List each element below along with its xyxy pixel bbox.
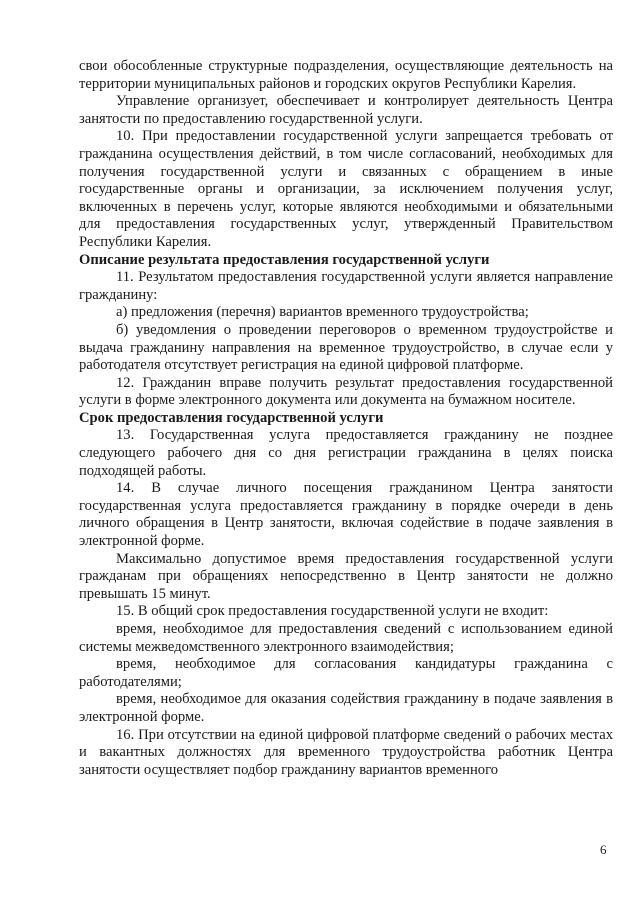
paragraph-10: 10. При предоставлении государственной услуги запрещается требовать от гражданина осуществления действий, в том числе согласований, необходимых для получения государственной услуги и связанных с обращением в иные государственные органы и организации, за исключением получения услуг, включенных в перечень услуг, которые являются необходимыми и обязательными для предоставления государственных услуг, утвержденный Правительством Республики Карелия. xyxy=(79,128,613,250)
section-heading-term: Срок предоставления государственной услуги xyxy=(79,409,384,426)
paragraph-15: 15. В общий срок предоставления государственной услуги не входит: xyxy=(116,603,549,620)
paragraph-11b: б) уведомления о проведении переговоров о временном трудоустройстве и выдача гражданину направления на временное трудоустройство, в случае если у работодателя отсутствует регистрация на единой цифровой платформе. xyxy=(79,321,613,374)
paragraph-15-item-2: время, необходимое для согласования кандидатуры гражданина с работодателями; xyxy=(79,656,613,690)
paragraph-13: 13. Государственная услуга предоставляется гражданину не позднее следующего рабочего дня со дня регистрации гражданина в целях поиска подходящей работы. xyxy=(79,427,613,479)
paragraph-11a: а) предложения (перечня) вариантов временного трудоустройства; xyxy=(116,304,529,321)
paragraph-15-item-1: время, необходимое для предоставления сведений с использованием единой системы межведомственного электронного взаимодействия; xyxy=(79,621,613,655)
paragraph-14: 14. В случае личного посещения гражданином Центра занятости государственная услуга предоставляется гражданину в порядке очереди в день личного обращения в Центр занятости, включая содействие в подаче заявления в электронной форме. xyxy=(79,480,613,550)
section-heading-result: Описание результата предоставления государственной услуги xyxy=(79,251,490,268)
paragraph-continuation: свои обособленные структурные подразделения, осуществляющие деятельность на территории муниципальных районов и городских округов Республики Карелия. xyxy=(79,58,613,92)
page-number: 6 xyxy=(600,842,607,857)
paragraph-11: 11. Результатом предоставления государственной услуги является направление гражданину: xyxy=(79,269,613,303)
paragraph-16: 16. При отсутствии на единой цифровой платформе сведений о рабочих местах и вакантных должностях для временного трудоустройства работник Центра занятости осуществляет подбор гражданину вариантов временного xyxy=(79,726,613,778)
paragraph-max-time: Максимально допустимое время предоставления государственной услуги гражданам при обращениях непосредственно в Центр занятости не должно превышать 15 минут. xyxy=(79,550,613,602)
document-body xyxy=(79,58,613,779)
paragraph-12: 12. Гражданин вправе получить результат предоставления государственной услуги в форме электронного документа или документа на бумажном носителе. xyxy=(79,374,613,409)
paragraph-management: Управление организует, обеспечивает и контролирует деятельность Центра занятости по предоставлению государственной услуги. xyxy=(79,93,613,127)
paragraph-15-item-3: время, необходимое для оказания содействия гражданину в подаче заявления в электронной форме. xyxy=(79,691,613,725)
